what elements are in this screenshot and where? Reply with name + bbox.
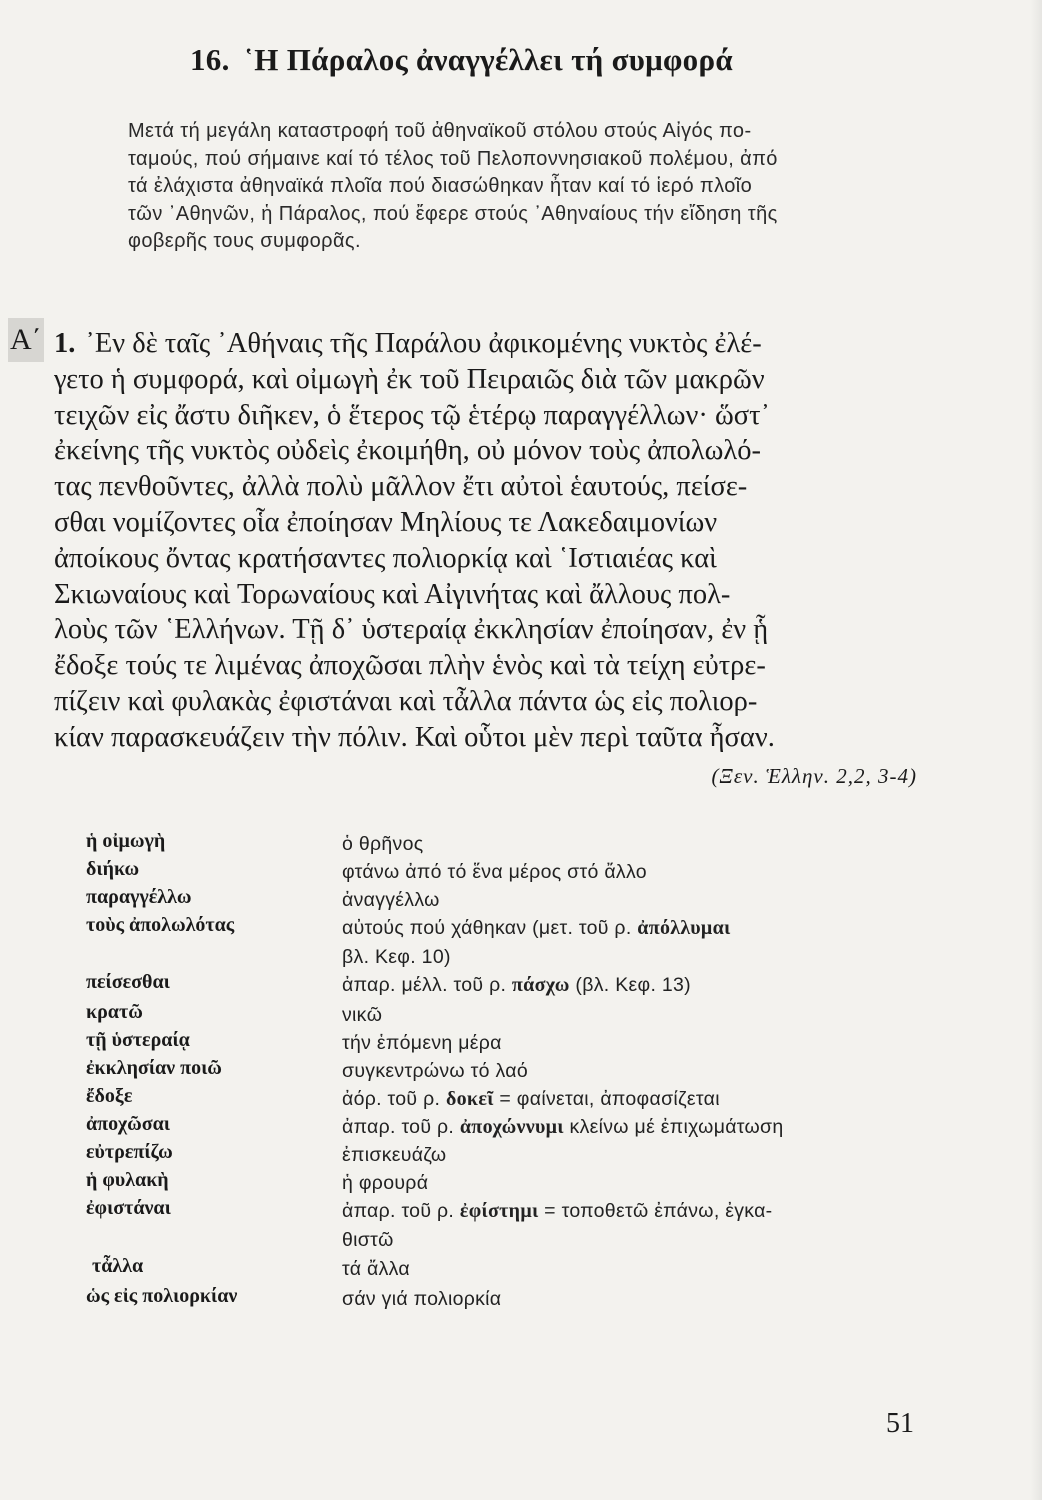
glossary-entry: [86, 886, 926, 914]
definition-text: ἀπαρ. τοῦ ρ.: [342, 1116, 460, 1138]
glossary-entry: [86, 1169, 926, 1197]
glossary-term: διήκω: [86, 858, 140, 880]
definition-headword: πάσχω: [511, 974, 570, 996]
glossary-definition: [342, 1197, 912, 1255]
glossary-term: τἆλλα: [92, 1255, 144, 1277]
glossary-definition: [342, 914, 912, 972]
glossary-entry: [86, 858, 926, 886]
section-marker: Α΄: [8, 318, 44, 362]
chapter-number: 16.: [190, 42, 230, 77]
glossary-definition: ἐπισκευάζω: [342, 1144, 447, 1166]
intro-line: τῶν ᾿Αθηνῶν, ἡ Πάραλος, πού ἔφερε στούς ᾿Αθηναίους τήν εἴδηση τῆς: [128, 202, 778, 225]
passage-line: ἐκείνης τῆς νυκτὸς οὐδεὶς ἐκοιμήθη, οὐ μόνον τοὺς ἀπολωλό-: [54, 435, 761, 467]
glossary-definition: συγκεντρώνω τό λαό: [342, 1060, 528, 1082]
glossary-term: ἐκκλησίαν ποιῶ: [86, 1057, 222, 1079]
glossary-term: τοὺς ἀπολωλότας: [86, 914, 235, 936]
glossary-entry: [86, 1029, 926, 1057]
definition-text: (βλ. Κεφ. 13): [569, 974, 691, 996]
passage-line: λοὺς τῶν ῾Ελλήνων. Τῇ δ᾿ ὑστεραίᾳ ἐκκλησίαν ἐποίησαν, ἐν ᾗ: [54, 614, 769, 646]
glossary-term: ἀποχῶσαι: [86, 1113, 170, 1135]
definition-text: = φαίνεται, ἀποφασίζεται: [493, 1088, 720, 1110]
glossary-term: τῇ ὑστεραίᾳ: [86, 1029, 190, 1051]
page-edge-shadow: [1030, 0, 1042, 1500]
glossary-entry: [86, 971, 926, 1001]
definition-text: αὐτούς πού χάθηκαν (μετ. τοῦ ρ.: [342, 917, 638, 939]
intro-line: Μετά τή μεγάλη καταστροφή τοῦ ἀθηναϊκοῦ στόλου στούς Αἰγός πο-: [128, 120, 752, 142]
definition-line: βλ. Κεφ. 10): [342, 946, 451, 968]
page-number: 51: [886, 1408, 914, 1439]
glossary-entry: [86, 914, 926, 971]
paragraph-number: 1.: [54, 328, 76, 359]
glossary-definition: σάν γιά πολιορκία: [342, 1288, 502, 1310]
definition-headword: δοκεῖ: [445, 1088, 494, 1110]
passage-line: κίαν παρασκευάζειν τὴν πόλιν. Καὶ οὗτοι μὲν περὶ ταῦτα ἦσαν.: [54, 721, 775, 753]
glossary-term: ἡ φυλακὴ: [86, 1169, 169, 1191]
intro-line: ταμούς, πού σήμαινε καί τό τέλος τοῦ Πελοποννησιακοῦ πολέμου, ἀπό: [128, 147, 778, 170]
passage-line: ἀποίκους ὄντας κρατήσαντες πολιορκίᾳ καὶ ῾Ιστιαιέας καὶ: [54, 542, 717, 574]
passage-line: τειχῶν εἰς ἄστυ διῆκεν, ὁ ἕτερος τῷ ἑτέρῳ παραγγέλλων· ὥστ᾿: [54, 399, 771, 431]
glossary-entry: [86, 1001, 926, 1029]
definition-headword: ἀπόλλυμαι: [637, 917, 731, 939]
passage-line: τας πενθοῦντες, ἀλλὰ πολὺ μᾶλλον ἔτι αὐτοὶ ἑαυτούς, πείσε-: [54, 471, 748, 503]
passage-line: γετο ἡ συμφορά, καὶ οἰμωγὴ ἐκ τοῦ Πειραιῶς διὰ τῶν μακρῶν: [54, 363, 765, 395]
glossary-entry: [86, 830, 926, 858]
glossary-entry: [86, 1113, 926, 1141]
glossary-definition: νικῶ: [342, 1004, 383, 1026]
definition-headword: ἐφίστημι: [459, 1200, 539, 1222]
definition-line: [342, 914, 912, 943]
definition-text: = τοποθετῶ ἐπάνω, ἐγκα-: [538, 1200, 773, 1222]
intro-paragraph: [128, 118, 908, 256]
glossary-definition: τά ἄλλα: [342, 1258, 410, 1280]
passage-line: Σκιωναίους καὶ Τορωναίους καὶ Αἰγινήτας καὶ ἄλλους πολ-: [54, 578, 731, 610]
definition-text: ἀπαρ. τοῦ ρ.: [342, 1200, 460, 1222]
passage-line: πίζειν καὶ φυλακὰς ἐφιστάναι καὶ τἆλλα πάντα ὡς εἰς πολιορ-: [54, 685, 758, 717]
passage-line: [54, 326, 914, 362]
chapter-title-text: ῾Η Πάραλος ἀναγγέλλει τή συμφορά: [243, 42, 733, 77]
chapter-title: [190, 42, 733, 78]
glossary-definition: φτάνω ἀπό τό ἕνα μέρος στό ἄλλο: [342, 861, 647, 883]
greek-text-passage: [54, 326, 914, 756]
glossary-definition: τήν ἑπόμενη μέρα: [342, 1032, 502, 1054]
intro-line: φοβερῆς τους συμφορᾶς.: [128, 230, 361, 252]
glossary-entry: [86, 1285, 926, 1313]
glossary-definition: [342, 971, 912, 1000]
passage-line: σθαι νομίζοντες οἷα ἐποίησαν Μηλίους τε Λακεδαιμονίων: [54, 506, 718, 538]
glossary-definition: [342, 1085, 912, 1114]
glossary-entry: [86, 1255, 926, 1285]
glossary-entry: [86, 1085, 926, 1113]
definition-text: κλείνω μέ ἐπιχωμάτωση: [563, 1116, 784, 1138]
glossary-term: κρατῶ: [86, 1001, 143, 1023]
glossary-term: εὐτρεπίζω: [86, 1141, 173, 1163]
glossary: [86, 830, 926, 1313]
glossary-term: παραγγέλλω: [86, 886, 192, 908]
glossary-entry: [86, 1197, 926, 1255]
passage-line-text: ᾿Εν δὲ ταῖς ᾿Αθήναις τῆς Παράλου ἀφικομένης νυκτὸς ἐλέ-: [85, 328, 762, 359]
definition-text: ἀόρ. τοῦ ρ.: [342, 1088, 446, 1110]
intro-line: τά ἐλάχιστα ἀθηναϊκά πλοῖα πού διασώθηκαν ἦταν καί τό ἱερό πλοῖο: [128, 175, 753, 197]
source-citation: (Ξεν. Ἑλλην. 2,2, 3-4): [711, 764, 917, 788]
glossary-term: ἔδοξε: [86, 1085, 133, 1107]
glossary-term: πείσεσθαι: [86, 971, 170, 993]
passage-line: ἔδοξε τούς τε λιμένας ἀποχῶσαι πλὴν ἑνὸς καὶ τὰ τείχη εὐτρε-: [54, 650, 766, 682]
glossary-definition: ἡ φρουρά: [342, 1172, 429, 1194]
definition-line: [342, 1197, 912, 1226]
glossary-term: ὡς εἰς πολιορκίαν: [86, 1285, 238, 1307]
glossary-term: ἐφιστάναι: [86, 1197, 171, 1219]
definition-headword: ἀποχώννυμι: [459, 1116, 564, 1138]
definition-text: ἀπαρ. μέλλ. τοῦ ρ.: [342, 974, 512, 996]
glossary-term: ἡ οἰμωγὴ: [86, 830, 166, 852]
glossary-entry: [86, 1057, 926, 1085]
glossary-definition: ἀναγγέλλω: [342, 889, 440, 911]
glossary-definition: ὁ θρῆνος: [342, 833, 424, 855]
glossary-definition: [342, 1113, 912, 1142]
glossary-entry: [86, 1141, 926, 1169]
definition-line: θιστῶ: [342, 1229, 394, 1251]
